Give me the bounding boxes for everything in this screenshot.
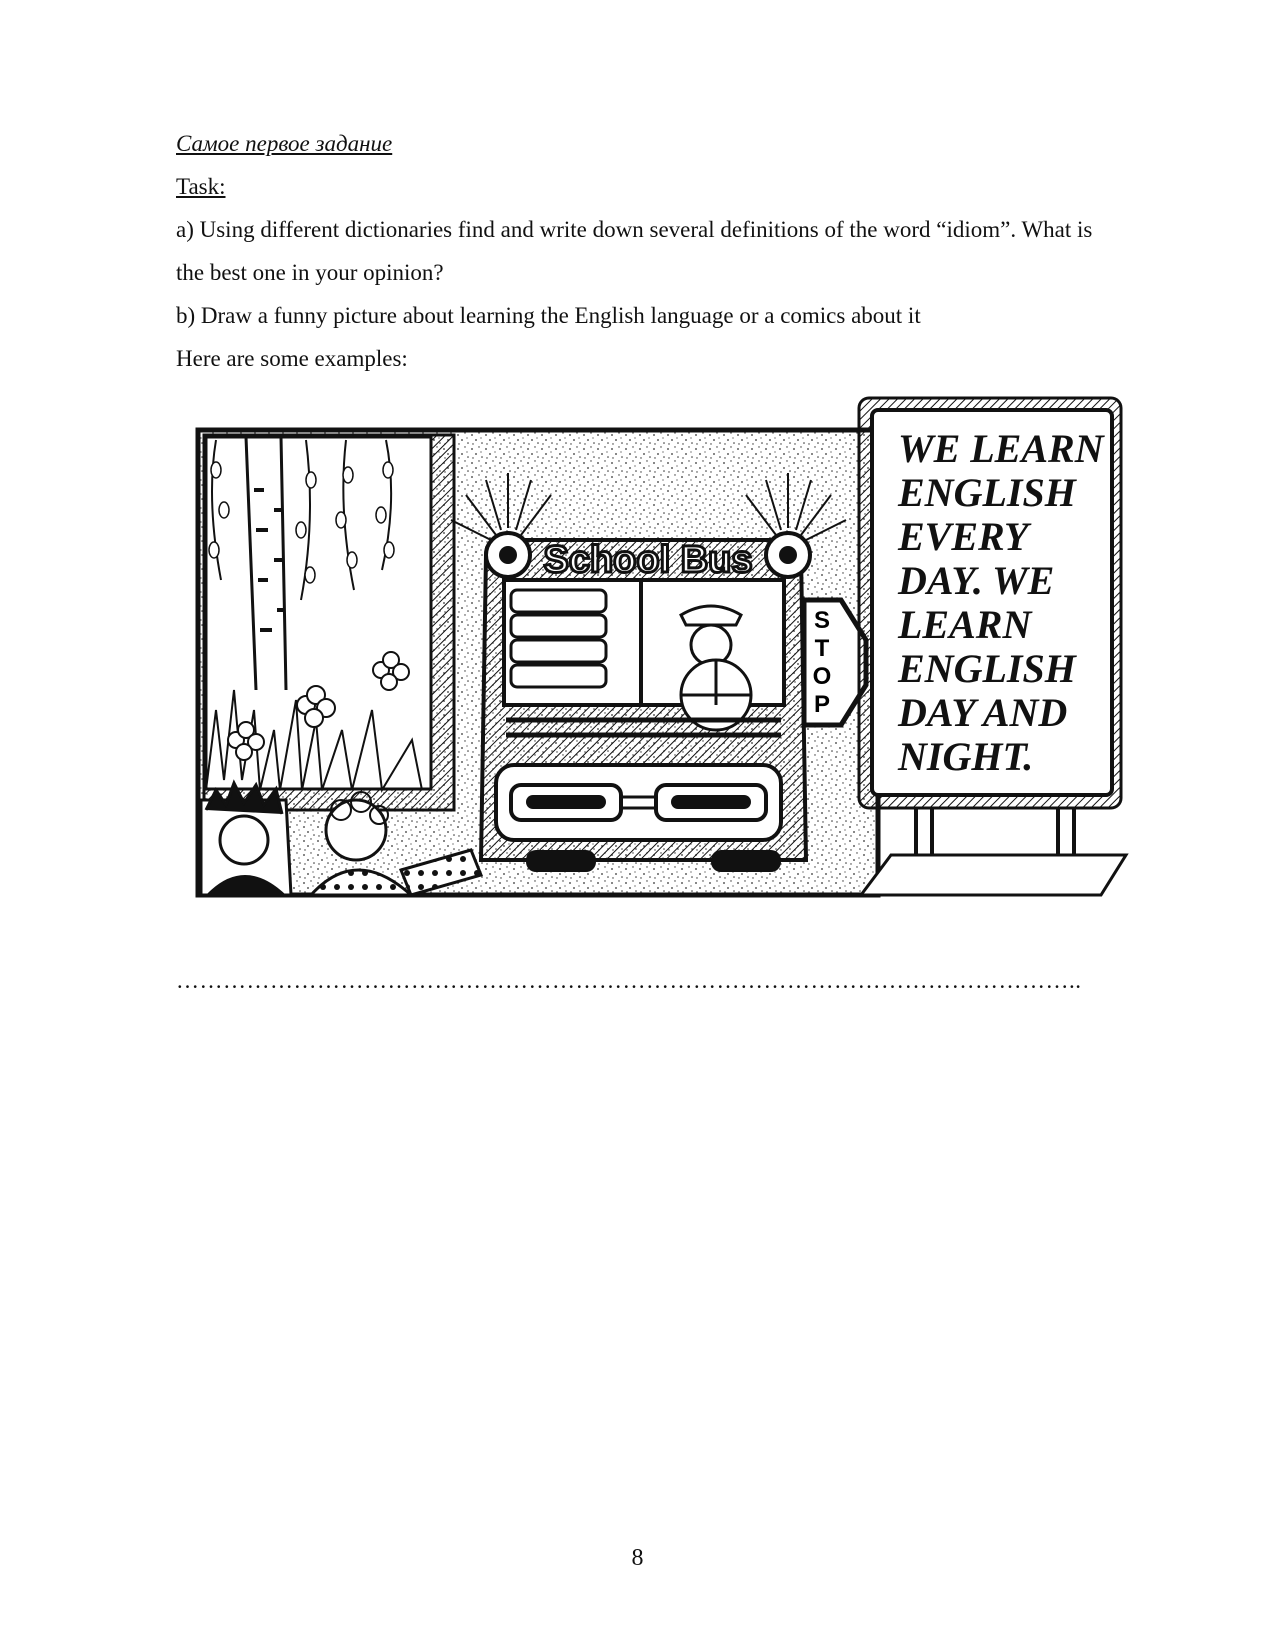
stop-letter-s: S	[813, 607, 831, 634]
task-b: b) Draw a funny picture about learning the English language or a comics about it	[176, 303, 921, 328]
sign-line-7: DAY AND	[898, 690, 1068, 735]
task-label: Task:	[176, 174, 226, 199]
sign-line-8: NIGHT.	[898, 734, 1034, 779]
bus-label: School Bus	[543, 539, 753, 581]
stop-letter-t: T	[814, 635, 830, 662]
sign-line-3: EVERY	[898, 514, 1029, 559]
billboard	[859, 398, 1126, 895]
section-title: Самое первое задание	[176, 131, 393, 156]
page-number: 8	[631, 1545, 644, 1571]
sign-line-6: ENGLISH	[898, 646, 1076, 691]
task-a-line-1: a) Using different dictionaries find and write down several definitions of the word “idiom”. What is	[176, 217, 1093, 242]
stop-letter-o: O	[812, 663, 832, 690]
answer-line: ……………………………………………………………………………………………………..	[176, 968, 1082, 993]
park-window	[204, 435, 454, 810]
stop-letter-p: P	[813, 691, 831, 718]
task-a-line-2: the best one in your opinion?	[176, 260, 444, 285]
sign-line-5: LEARN	[898, 602, 1032, 647]
examples-label: Here are some examples:	[176, 346, 408, 371]
sign-line-2: ENGLISH	[898, 470, 1076, 515]
sign-line-4: DAY. WE	[898, 558, 1055, 603]
school-bus-illustration	[176, 390, 1176, 950]
sign-line-1: WE LEARN	[898, 426, 1104, 471]
